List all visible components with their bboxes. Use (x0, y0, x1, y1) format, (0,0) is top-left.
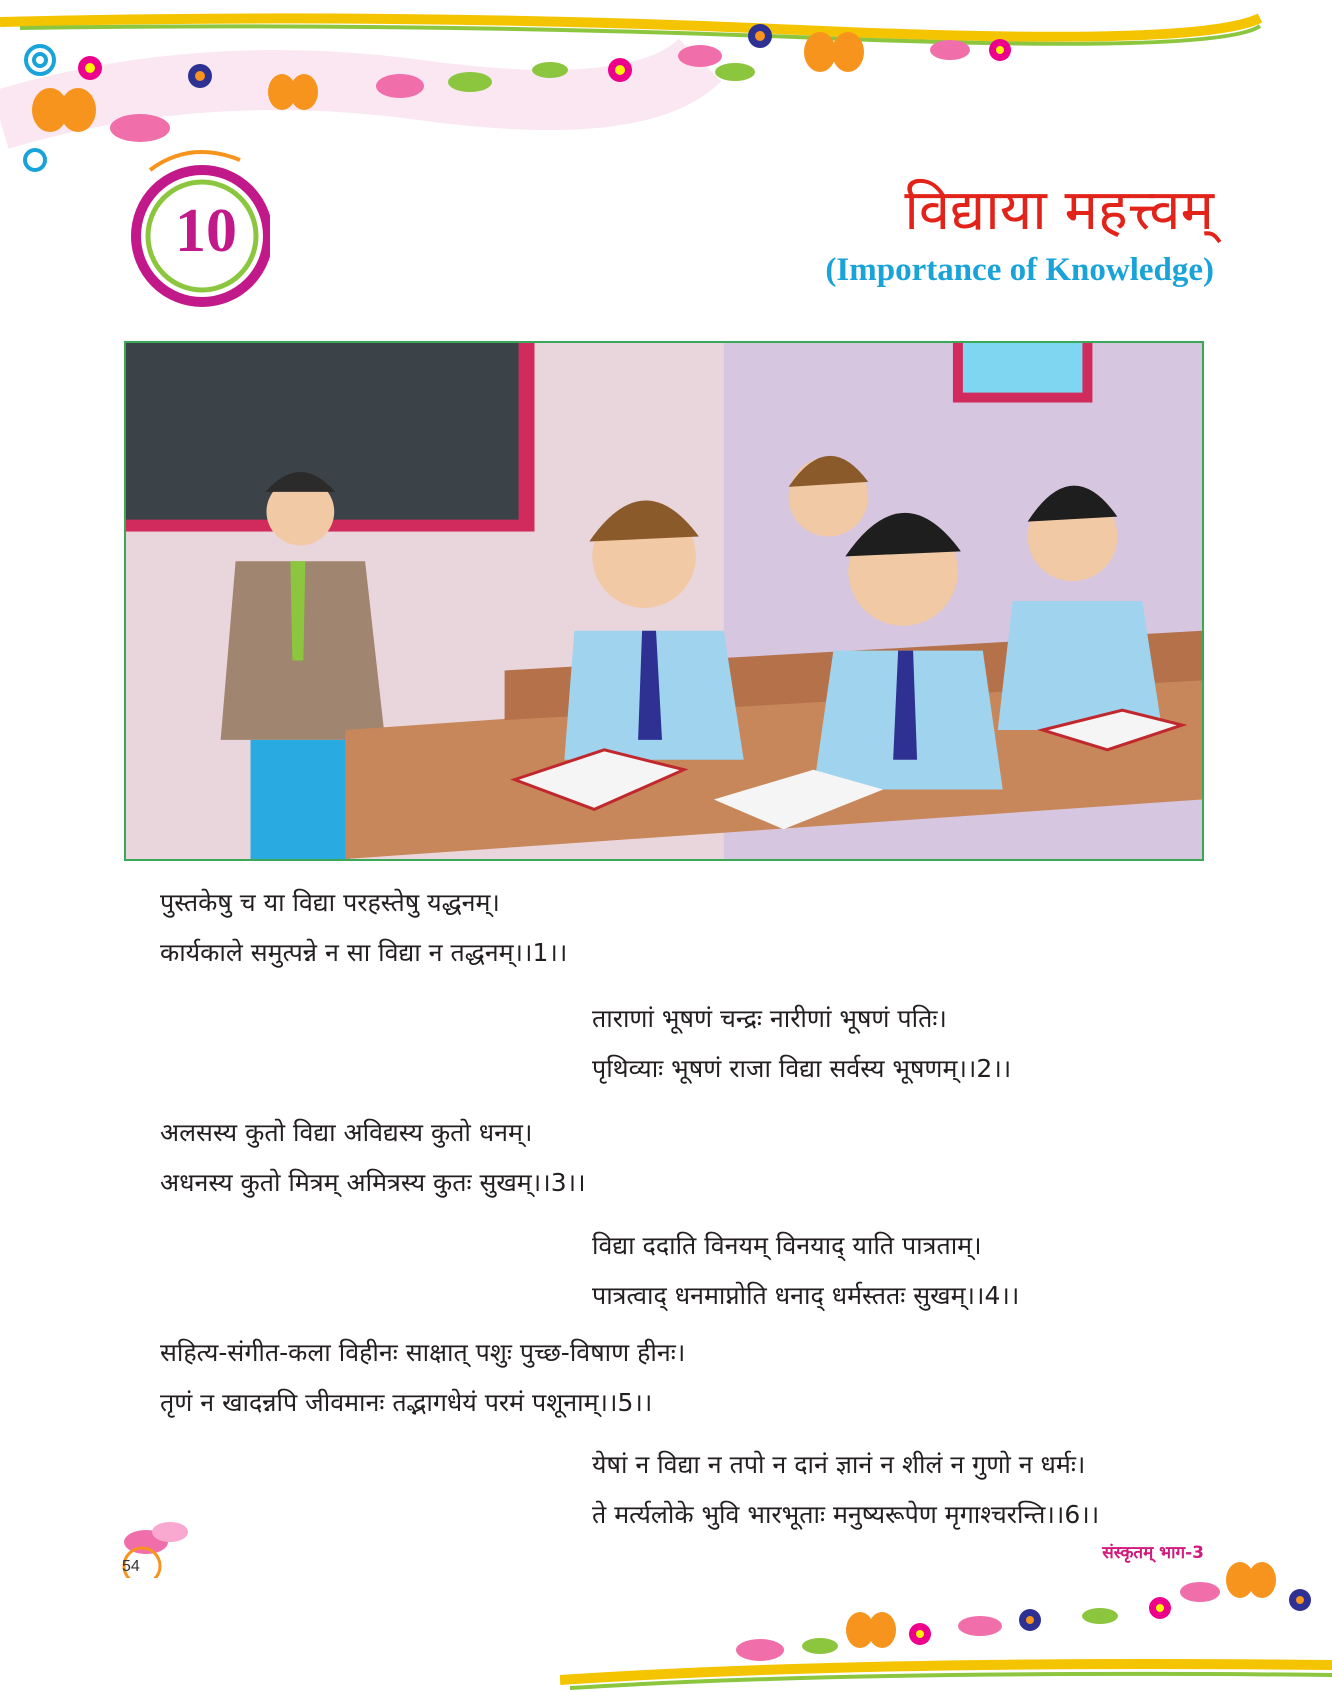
chapter-title-sanskrit: विद्याया महत्त्वम् (904, 178, 1214, 243)
classroom-illustration (124, 341, 1204, 861)
verse-5-line-1: सहित्य-संगीत-कला विहीनः साक्षात् पशुः पुच्छ-विषाण हीनः। (160, 1338, 686, 1367)
verse-1-line-1: पुस्तकेषु च या विद्या परहस्तेषु यद्धनम्। (160, 888, 500, 917)
verse-4-line-2: पात्रत्वाद् धनमाप्नोति धनाद् धर्मस्ततः सुखम्।।4।। (592, 1281, 1020, 1310)
verse-3-line-2: अधनस्य कुतो मित्रम् अमित्रस्य कुतः सुखम्।।3।। (160, 1168, 586, 1197)
verse-6-line-1: येषां न विद्या न तपो न दानं ज्ञानं न शीलं न गुणो न धर्मः। (592, 1450, 1086, 1479)
verse-2-line-1: ताराणां भूषणं चन्द्रः नारीणां भूषणं पतिः। (592, 1004, 947, 1033)
book-title-footer: संस्कृतम् भाग-3 (1102, 1543, 1204, 1563)
verse-1-line-2: कार्यकाले समुत्पन्ने न सा विद्या न तद्धनम्।।1।। (160, 938, 568, 967)
chapter-number: 10 (175, 197, 237, 265)
verse-4-line-1: विद्या ददाति विनयम् विनयाद् याति पात्रताम्। (592, 1231, 982, 1260)
window (953, 343, 1092, 403)
verse-3-line-1: अलसस्य कुतो विद्या अविद्यस्य कुतो धनम्। (160, 1118, 533, 1147)
verse-2-line-2: पृथिव्याः भूषणं राजा विद्या सर्वस्य भूषणम्।।2।। (592, 1054, 1012, 1083)
chapter-title-english: (Importance of Knowledge) (825, 252, 1214, 288)
bottom-floral-border (560, 1530, 1332, 1692)
page-number: 54 (122, 1558, 140, 1575)
verse-5-line-2: तृणं न खादन्नपि जीवमानः तद्भागधेयं परमं पशूनाम्।।5।। (160, 1388, 653, 1417)
verse-6-line-2: ते मर्त्यलोके भुवि भारभूताः मनुष्यरूपेण मृगाश्चरन्ति।।6।। (592, 1500, 1100, 1529)
